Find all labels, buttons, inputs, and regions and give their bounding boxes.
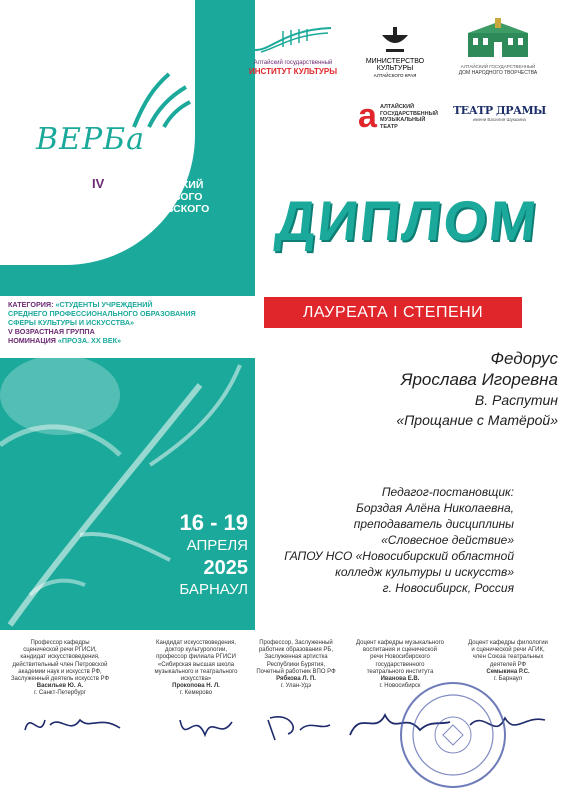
date-month: АПРЕЛЯ — [186, 537, 248, 554]
jury-2-name: Прокопова Н. Л. — [172, 683, 220, 690]
logo-drama-theatre — [452, 104, 547, 122]
jury-5-line1: Доцент кафедры филологии — [468, 640, 548, 646]
jury-4-name: Иванова Е.В. — [380, 676, 420, 683]
nomination-label: НОМИНАЦИЯ — [8, 336, 56, 345]
teacher-name: Борздая Алёна Николаевна, — [356, 501, 514, 515]
jury-2-city: г. Кемерово — [179, 690, 213, 697]
date-year: 2025 — [203, 557, 248, 579]
degree-text: ЛАУРЕАТА I СТЕПЕНИ — [302, 304, 484, 321]
jury-4-city: г. Новосибирск — [379, 683, 421, 690]
contest-line3: ИСПОЛНИТЕЛЬСКОГО — [92, 203, 210, 215]
jury-5-line3: член Союза театральных — [472, 654, 544, 661]
jury-5-line2: и сценической речи АГИК, — [471, 647, 545, 654]
diploma-title: ДИПЛОМ — [272, 189, 542, 252]
ministry-line3: АЛТАЙСКОГО КРАЯ — [373, 73, 417, 78]
drama-title: ТЕАТР ДРАМЫ — [453, 104, 546, 117]
jury-3-line2: работник образования РБ, — [258, 647, 334, 654]
laureate-given-names: Ярослава Игоревна — [400, 370, 558, 389]
laureate-surname: Федорус — [490, 349, 558, 368]
jury-1-name: Васильев Ю. А. — [36, 683, 84, 690]
jury-block-5 — [456, 640, 560, 683]
jury-1-line5: академии наук и искусств РФ, — [18, 668, 102, 675]
ministry-line1: МИНИСТЕРСТВО — [365, 58, 425, 65]
jury-5-name: Семыкина Р.С. — [486, 668, 530, 675]
category-label: КАТЕГОРИЯ: — [8, 300, 54, 309]
jury-4-line3: речи Новосибирского — [370, 654, 430, 661]
work-title: «Прощание с Матёрой» — [396, 412, 558, 428]
contest-line2: КОНКУРС РЕЧЕВОГО — [92, 191, 203, 203]
official-stamp — [398, 680, 508, 790]
contest-number: IV — [92, 176, 105, 191]
contest-logo-text: ВЕРБа — [36, 122, 146, 157]
teacher-block — [258, 484, 514, 596]
category-block — [8, 300, 258, 345]
date-range: 16 - 19 — [179, 510, 248, 535]
category-value1: «СТУДЕНТЫ УЧРЕЖДЕНИЙ — [55, 300, 153, 309]
house-line2: ДОМ НАРОДНОГО ТВОРЧЕСТВА — [458, 70, 538, 76]
teacher-role1: преподаватель дисциплины — [353, 517, 514, 531]
jury-3-line3: Заслуженная артистка — [264, 654, 328, 661]
jury-1-city: г. Санкт-Петербург — [34, 690, 86, 697]
jury-2-line4: «Сибирская высшая школа — [157, 661, 235, 668]
category-age: V ВОЗРАСТНАЯ ГРУППА — [8, 327, 95, 336]
jury-2-line2: доктор культурологии, — [164, 647, 228, 654]
jury-block-3 — [248, 640, 344, 690]
music-theatre-line4: ТЕАТР — [380, 123, 398, 130]
category-value2: СРЕДНЕГО ПРОФЕССИОНАЛЬНОГО ОБРАЗОВАНИЯ — [8, 309, 196, 318]
jury-4-line1: Доцент кафедры музыкального — [356, 640, 444, 646]
contest-line4: ИСКУССТВА — [92, 215, 157, 227]
jury-2-line1: Кандидат искусствоведения, — [155, 640, 237, 646]
jury-4-line4: государственного — [375, 661, 425, 668]
jury-1-line3: кандидат искусствоведения, — [20, 654, 100, 661]
organization-city: г. Новосибирск, Россия — [382, 581, 514, 595]
house-line1: АЛТАЙСКИЙ ГОСУДАРСТВЕННЫЙ — [460, 64, 536, 69]
jury-1-line6: Заслуженный деятель искусств РФ — [10, 676, 110, 683]
jury-3-line1: Профессор, Заслуженный — [259, 640, 333, 646]
drama-subtitle: имени Василия Шукшина — [473, 117, 526, 122]
contest-logo — [36, 108, 196, 168]
nomination-value: «ПРОЗА. XX ВЕК» — [57, 336, 122, 345]
logo-music-theatre — [358, 96, 443, 146]
logo-ministry — [360, 25, 430, 79]
dates-block — [68, 510, 248, 600]
jury-3-city: г. Улан-Удэ — [280, 683, 312, 690]
institute-line2: ИНСТИТУТ КУЛЬТУРЫ — [248, 67, 338, 76]
jury-5-line4: деятелей РФ — [489, 661, 527, 668]
jury-block-2 — [142, 640, 250, 698]
jury-4-line5: театрального института — [366, 668, 434, 675]
jury-2-line5: музыкального и театрального — [154, 668, 238, 675]
music-theatre-mark-icon: а — [358, 97, 377, 135]
music-theatre-line2: ГОСУДАРСТВЕННЫЙ — [380, 110, 438, 117]
jury-5-city: г. Барнаул — [493, 676, 523, 683]
jury-2-line3: профессор филиала РГИСИ — [156, 654, 236, 661]
institute-line1: Алтайский государственный — [253, 60, 333, 66]
work-author: В. Распутин — [474, 392, 558, 408]
music-theatre-line3: МУЗЫКАЛЬНЫЙ — [380, 117, 426, 123]
jury-4-line2: воспитания и сценической — [363, 647, 437, 654]
institute-wave-icon — [253, 25, 333, 55]
jury-1-line4: действительный член Петровской — [12, 661, 108, 668]
logo-institute — [238, 25, 348, 76]
jury-3-line5: Почетный работник ВПО РФ — [256, 668, 336, 675]
music-theatre-line1: АЛТАЙСКИЙ — [380, 104, 415, 110]
date-city: БАРНАУЛ — [179, 581, 248, 598]
teacher-role2: «Словесное действие» — [381, 533, 514, 547]
jury-2-line6: искусства» — [180, 676, 212, 683]
contest-line1: ВСЕРОССИЙСКИЙ — [107, 179, 204, 191]
jury-3-name: Рябкова Л. П. — [276, 676, 316, 683]
logo-house — [448, 18, 548, 77]
ministry-bowl-icon — [378, 25, 412, 53]
jury-block-1 — [6, 640, 114, 698]
jury-3-line4: Республики Бурятия, — [266, 661, 326, 668]
jury-1-line2: сценической речи РГИСИ, — [23, 647, 97, 654]
organization-line2: колледж культуры и искусств» — [335, 565, 514, 579]
laureate-block — [258, 348, 558, 430]
category-value3: СФЕРЫ КУЛЬТУРЫ И ИСКУССТВА» — [8, 318, 135, 327]
ministry-line2: КУЛЬТУРЫ — [376, 65, 414, 72]
organization-line1: ГАПОУ НСО «Новосибирский областной — [284, 549, 514, 563]
house-building-icon — [463, 18, 533, 58]
jury-1-line1: Профессор кафедры — [30, 640, 90, 646]
teacher-label: Педагог-постановщик: — [381, 485, 514, 499]
degree-banner — [264, 297, 522, 328]
contest-title — [92, 178, 252, 227]
